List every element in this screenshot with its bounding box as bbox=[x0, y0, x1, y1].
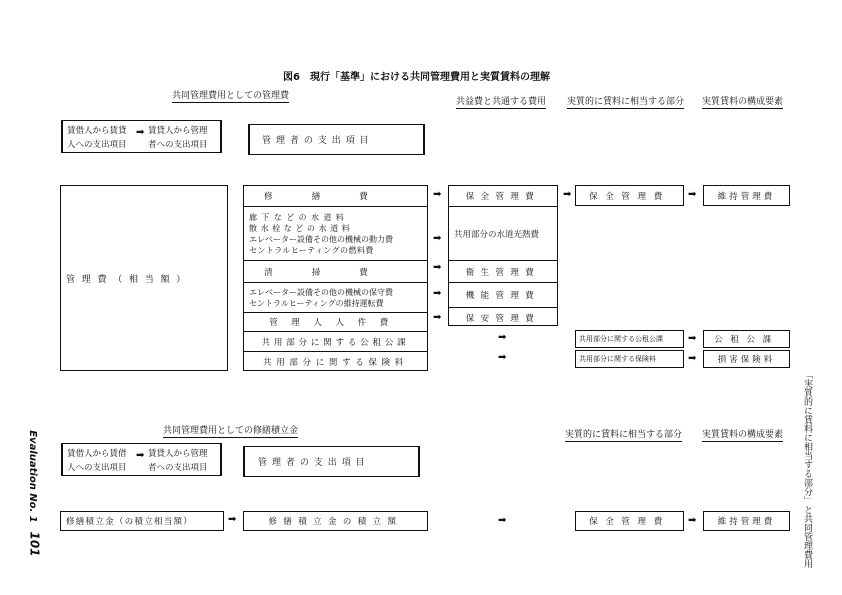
preservation-fee-row bbox=[449, 186, 557, 207]
tax-row bbox=[244, 332, 427, 352]
cleaning-cost-row bbox=[244, 261, 427, 283]
rent-insurance-label: 共用部分に関する保険料 bbox=[579, 355, 656, 363]
arrow-icon: ➡ bbox=[688, 353, 697, 364]
section2-header-rent-equivalent: 実質的に賃料に相当する部分 bbox=[565, 427, 682, 442]
repair-reserve-box bbox=[60, 511, 224, 531]
journal-name: Evaluation No. 1 bbox=[26, 430, 38, 523]
maintenance-cost-cell-2 bbox=[704, 512, 789, 530]
tenant-to-landlord-label-2: 人への支出項目 bbox=[67, 463, 127, 473]
utilities-item-2: 散水栓などの水道料 bbox=[249, 223, 354, 233]
maintenance-item-1: エレベーター設備その他の機械の保守費 bbox=[249, 287, 393, 297]
arrow-icon: ➡ bbox=[688, 515, 697, 526]
tenant-to-landlord-label-2: 人への支出項目 bbox=[67, 140, 127, 150]
maintenance-item-2: セントラルヒーティングの維持運転費 bbox=[249, 298, 384, 308]
rent-tax-cell bbox=[576, 331, 683, 347]
side-caption: 「実質的に賃料に相当する部分」と共同管理費用 bbox=[802, 370, 812, 568]
rent-preservation-fee-cell-2 bbox=[576, 512, 683, 530]
section1-header-rent-components: 実質賃料の構成要素 bbox=[702, 94, 783, 109]
insurance-label: 共用部分に関する保険料 bbox=[263, 358, 408, 368]
management-fee-label: 管理費（相当額） bbox=[66, 275, 193, 285]
function-fee-label: 機能管理費 bbox=[465, 291, 541, 301]
section1-header-common-fee: 共益費と共通する費用 bbox=[456, 94, 546, 109]
insurance-row bbox=[244, 352, 427, 372]
utilities-item-4: セントラルヒーティングの燃料費 bbox=[249, 245, 374, 255]
cost-items-stack bbox=[243, 185, 428, 371]
figure-title: 図6 現行「基準」における共同管理費用と実質賃料の理解 bbox=[283, 72, 550, 83]
maintenance-cost-box bbox=[703, 185, 790, 206]
section2-header-rent-components: 実質賃料の構成要素 bbox=[702, 427, 783, 442]
repair-reserve-cell bbox=[61, 512, 223, 530]
arrow-icon: ➡ bbox=[563, 189, 572, 200]
rent-preservation-fee-box-2 bbox=[575, 511, 684, 531]
repair-cost-row bbox=[244, 186, 427, 207]
preservation-fee-label: 保全管理費 bbox=[465, 192, 541, 202]
page-number: 101 bbox=[27, 531, 42, 557]
maintenance-cost-label: 維持管理費 bbox=[717, 191, 776, 202]
maintenance-cost-cell bbox=[704, 186, 789, 205]
damage-insurance-label: 損害保険料 bbox=[717, 355, 776, 365]
security-fee-label: 保安管理費 bbox=[465, 313, 541, 324]
landlord-to-manager-label-1: 賃貸人から管理 bbox=[148, 126, 208, 136]
public-charges-label: 公租公課 bbox=[714, 335, 779, 345]
arrow-icon: ➡ bbox=[498, 332, 507, 343]
rent-insurance-cell bbox=[576, 351, 683, 367]
flow-arrow-icon: ➡ bbox=[136, 450, 145, 461]
tenant-to-landlord-label-1: 賃借人から賃貸 bbox=[67, 126, 127, 136]
public-charges-cell bbox=[704, 331, 789, 347]
rent-insurance-box bbox=[575, 350, 684, 368]
arrow-icon: ➡ bbox=[498, 515, 507, 526]
tenant-to-landlord-label-1: 賃借人から賃借 bbox=[67, 449, 127, 459]
maintenance-cost-label-2: 維持管理費 bbox=[717, 517, 776, 527]
manager-items-label: 管理者の支出項目 bbox=[262, 136, 374, 146]
public-charges-box bbox=[703, 330, 790, 348]
security-fee-row bbox=[449, 308, 557, 327]
arrow-icon: ➡ bbox=[688, 333, 697, 344]
rent-preservation-fee-label-2: 保全管理費 bbox=[589, 517, 670, 527]
rent-tax-label: 共用部分に関する公租公課 bbox=[579, 335, 663, 343]
arrow-icon: ➡ bbox=[433, 233, 442, 244]
repair-cost-label: 修繕費 bbox=[264, 192, 407, 202]
landlord-to-manager-label-2: 者への支出項目 bbox=[148, 463, 208, 473]
maintenance-cost-box-2 bbox=[703, 511, 790, 531]
rent-tax-box bbox=[575, 330, 684, 348]
repair-reserve-label: 修繕積立金（の積立相当額） bbox=[66, 517, 194, 527]
arrow-icon: ➡ bbox=[433, 288, 442, 299]
sanitation-fee-row bbox=[449, 261, 557, 283]
damage-insurance-box bbox=[703, 350, 790, 368]
arrow-icon: ➡ bbox=[433, 189, 442, 200]
personnel-cost-row bbox=[244, 313, 427, 332]
reserve-amount-box bbox=[243, 511, 428, 531]
tax-label: 共用部分に関する公租公課 bbox=[261, 337, 410, 348]
landlord-to-manager-label-1: 賃貸人から管理 bbox=[148, 449, 208, 459]
common-fee-stack bbox=[448, 185, 558, 326]
maintenance-row bbox=[244, 283, 427, 313]
utilities-item-3: エレベーター設備その他の機械の動力費 bbox=[249, 234, 393, 244]
damage-insurance-cell bbox=[704, 351, 789, 367]
common-utilities-label: 共用部分の水道光熱費 bbox=[454, 229, 540, 240]
reserve-amount-cell bbox=[244, 512, 427, 530]
section2-header-repair-reserve: 共同管理費用としての修繕積立金 bbox=[163, 423, 298, 438]
section1-header-rent-equivalent: 実質的に賃料に相当する部分 bbox=[567, 94, 684, 109]
flow-arrow-icon: ➡ bbox=[136, 127, 145, 138]
arrow-icon: ➡ bbox=[498, 352, 507, 363]
arrow-icon: ➡ bbox=[433, 312, 442, 323]
sanitation-fee-label: 衛生管理費 bbox=[465, 267, 541, 278]
common-utilities-row bbox=[449, 207, 557, 261]
cleaning-cost-label: 清掃費 bbox=[264, 267, 407, 278]
rent-preservation-fee-box bbox=[575, 185, 684, 206]
manager-items-label-2: 管理者の支出項目 bbox=[258, 458, 370, 468]
arrow-icon: ➡ bbox=[688, 189, 697, 200]
utilities-row bbox=[244, 207, 427, 261]
arrow-icon: ➡ bbox=[228, 514, 237, 525]
arrow-icon: ➡ bbox=[433, 262, 442, 273]
section1-header-management-fee: 共同管理費用としての管理費 bbox=[172, 88, 289, 103]
personnel-cost-label: 管理人人件費 bbox=[269, 318, 402, 328]
rent-preservation-fee-cell bbox=[576, 186, 683, 205]
landlord-to-manager-label-2: 者への支出項目 bbox=[148, 140, 208, 150]
function-fee-row bbox=[449, 283, 557, 308]
reserve-amount-label: 修繕積立金の積立額 bbox=[268, 517, 403, 527]
rent-preservation-fee-label: 保全管理費 bbox=[589, 191, 670, 202]
utilities-item-1: 廊下などの水道料 bbox=[249, 212, 349, 222]
